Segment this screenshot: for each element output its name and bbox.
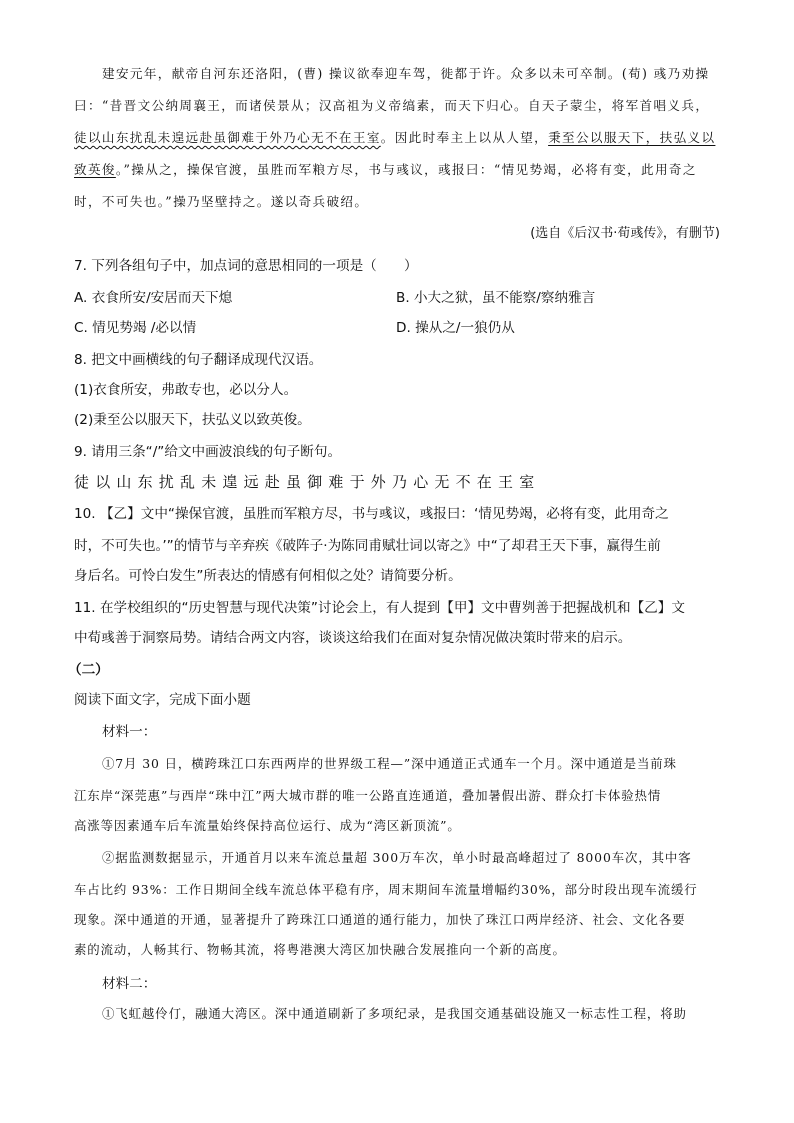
material-2-p1-line-1: ①飞虹越伶仃，融通大湾区。深中通道刷新了多项纪录，是我国交通基础设施又一标志性工程，将助 — [102, 1006, 687, 1021]
question-10-line-1: 10. 【乙】文中“操保官渡，虽胜而军粮方尽，书与彧议，彧报曰：‘情见势竭，必将有变，此用奇之 — [74, 506, 669, 522]
q7-option-d: D. 操从之/一狼仍从 — [396, 320, 515, 336]
passage-line-3 — [74, 128, 720, 148]
material-1-p1-line-2: 江东岸“深莞惠”与西岸“珠中江”两大城市群的唯一公路直连通道，叠加暑假出游、群众打卡体验热情 — [74, 788, 662, 803]
question-7: 7. 下列各组句子中，加点词的意思相同的一项是（ ） — [74, 258, 418, 274]
question-8-item-1: (1)衣食所安，弗敢专也，必以分人。 — [74, 382, 298, 398]
material-1-p2-line-4: 素的流动，人畅其行、物畅其流，将粤港澳大湾区加快融合发展推向一个新的高度。 — [74, 942, 566, 957]
material-1-p2-line-3: 现象。深中通道的开通，显著提升了跨珠江口通道的通行能力，加快了珠江口两岸经济、社会、文化各要 — [74, 912, 686, 927]
material-1-title: 材料一： — [102, 724, 157, 740]
passage-line-1: 建安元年，献帝自河东还洛阳，(曹) 操议欲奉迎车驾，徙都于许。众多以未可卒制。(荀) 彧乃劝操 — [102, 66, 710, 81]
section-heading: （二） — [68, 662, 109, 678]
material-2-title: 材料二： — [102, 976, 157, 992]
underlined-sentence-end: 致英俊 — [74, 162, 116, 177]
material-1-p1-line-1: ①7月 30 日，横跨珠江口东西两岸的世界级工程—”深中通道正式通车一个月。深中通道是当前珠 — [102, 756, 677, 771]
section-instruction: 阅读下面文字，完成下面小题 — [74, 692, 251, 708]
passage-source: (选自《后汉书·荀彧传》，有删节) — [530, 226, 720, 241]
question-9: 9. 请用三条“/”给文中画波浪线的句子断句。 — [74, 444, 342, 460]
question-10-line-3: 身后名。可怜白发生”所表达的情感有何相似之处？请简要分析。 — [74, 568, 462, 584]
passage-text: 。因此时奉主上以从人望， — [380, 130, 549, 145]
passage-text: 。”操从之，操保官渡，虽胜而军粮方尽，书与彧议，彧报曰：“情见势竭，必将有变，此用奇之 — [115, 162, 697, 177]
question-8-item-2: (2)秉至公以服天下，扶弘义以致英俊。 — [74, 412, 311, 428]
wavy-underlined-sentence: 徒以山东扰乱未遑远赴虽御难于外乃心无不在王室 — [74, 130, 381, 145]
question-10-line-2: 时，不可失也。’”的情节与辛弃疾《破阵子·为陈同甫赋壮词以寄之》中“了却君王天下事，赢得生前 — [74, 538, 661, 554]
passage-line-5: 时，不可失也。”操乃坚壁持之。遂以奇兵破绍。 — [74, 194, 369, 209]
q7-option-a: A. 衣食所安/安居而天下熄 — [74, 290, 233, 306]
material-1-p2-line-1: ②据监测数据显示，开通首月以来车流总量超 300万车次，单小时最高峰超过了 8000车次，其中客 — [102, 850, 692, 865]
underlined-sentence: 秉至公以服天下，扶弘义以 — [548, 130, 716, 145]
q7-option-b: B. 小大之狱，虽不能察/察纳雅言 — [396, 290, 596, 306]
passage-line-4 — [74, 160, 720, 180]
material-1-p1-line-3: 高涨等因素通车后车流量始终保持高位运行、成为“湾区新顶流”。 — [74, 818, 461, 833]
question-9-sentence: 徒以山东扰乱未遑远赴虽御难于外乃心无不在王室 — [74, 473, 541, 491]
question-11-line-1: 11. 在学校组织的“历史智慧与现代决策”讨论会上，有人提到【甲】文中曹刿善于把握战机和【乙】文 — [74, 600, 685, 616]
material-1-p2-line-2: 车占比约 93%：工作日期间全线车流总体平稳有序，周末期间车流量增幅约30%，部分时段出现车流缓行 — [74, 882, 698, 897]
q7-option-c: C. 情见势竭 /必以情 — [74, 320, 197, 336]
passage-line-2: 曰：“昔晋文公纳周襄王，而诸侯景从；汉高祖为义帝缟素，而天下归心。自天子蒙尘，将军首唱义兵， — [74, 98, 710, 113]
question-8: 8. 把文中画横线的句子翻译成现代汉语。 — [74, 352, 323, 368]
question-11-line-2: 中荀彧善于洞察局势。请结合两文内容，谈谈这给我们在面对复杂情况做决策时带来的启示。 — [74, 630, 632, 646]
